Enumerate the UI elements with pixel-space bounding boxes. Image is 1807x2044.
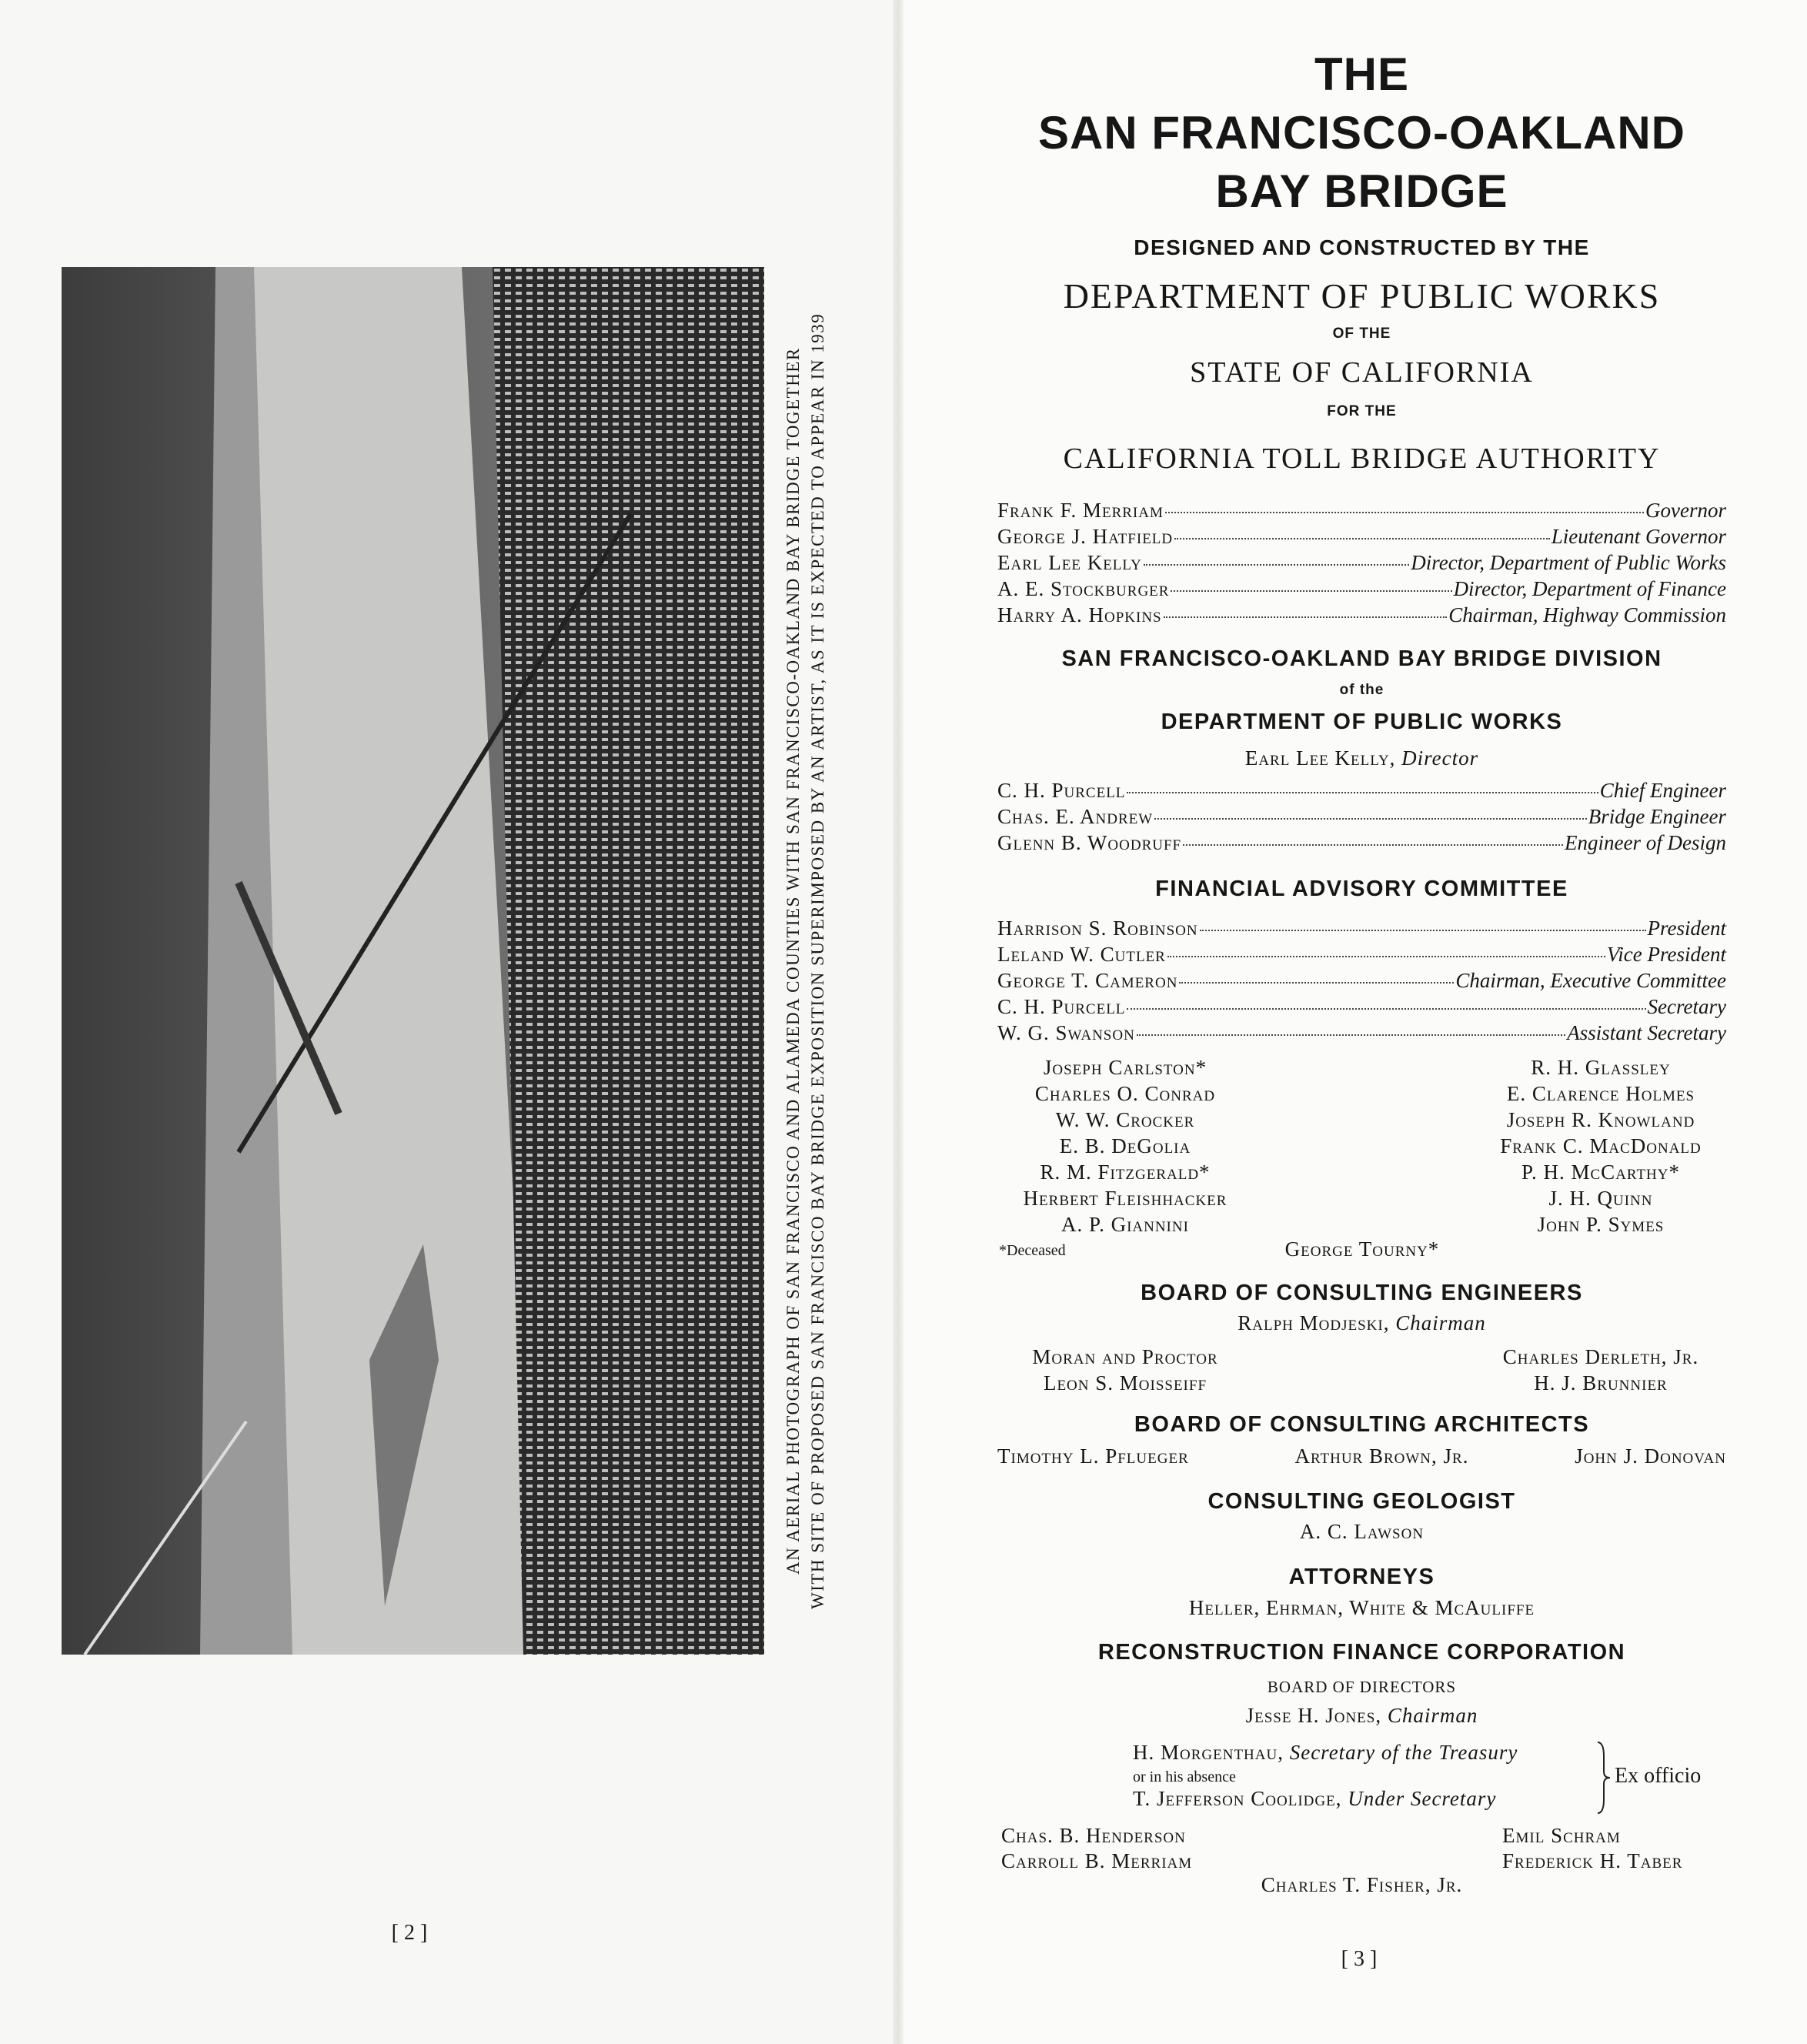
architect-name: Timothy L. Pflueger bbox=[997, 1444, 1189, 1468]
member-name: E. B. DeGolia bbox=[1059, 1134, 1191, 1157]
financial-officer bbox=[997, 995, 1726, 1019]
member-name: Glenn B. Woodruff bbox=[997, 831, 1182, 854]
deceased-note: *Deceased bbox=[999, 1242, 1066, 1259]
member-name: C. H. Purcell bbox=[997, 995, 1126, 1018]
division-member bbox=[997, 831, 1726, 855]
engineers-right bbox=[1370, 1344, 1807, 1396]
member-role: Assistant Secretary bbox=[1567, 1021, 1726, 1044]
member-name: Frank F. Merriam bbox=[997, 499, 1164, 522]
department-heading: DEPARTMENT OF PUBLIC WORKS bbox=[1063, 276, 1661, 316]
leader-dots bbox=[1183, 844, 1563, 846]
attorneys-heading: ATTORNEYS bbox=[1288, 1565, 1435, 1589]
page-number-left: [ 2 ] bbox=[391, 1921, 428, 1945]
title-line-1: THE bbox=[1314, 48, 1409, 100]
chairman-name: Ralph Modjeski, bbox=[1238, 1311, 1390, 1334]
member-name: John P. Symes bbox=[1537, 1213, 1665, 1236]
member-name: George J. Hatfield bbox=[997, 525, 1174, 548]
director-name: Earl Lee Kelly, bbox=[1244, 746, 1396, 770]
authority-member bbox=[997, 551, 1726, 575]
member-role: Bridge Engineer bbox=[1588, 805, 1726, 828]
engineers-chairman bbox=[997, 1311, 1726, 1335]
ex-officio-label: Ex officio bbox=[1615, 1764, 1702, 1788]
photo-caption bbox=[781, 267, 830, 1655]
member-name: R. M. Fitzgerald* bbox=[1040, 1161, 1211, 1184]
rfc-chairman bbox=[997, 1704, 1726, 1728]
aerial-photograph-image bbox=[62, 267, 764, 1655]
architect-name: John J. Donovan bbox=[1575, 1444, 1726, 1468]
authority-member bbox=[997, 499, 1726, 523]
division-of-the: of the bbox=[1339, 682, 1384, 698]
member-name: A. P. Giannini bbox=[1061, 1213, 1189, 1236]
page-number-right: [ 3 ] bbox=[1341, 1947, 1378, 1971]
attorneys-name: Heller, Ehrman, White & McAuliffe bbox=[1188, 1596, 1535, 1619]
division-member bbox=[997, 805, 1726, 829]
engineers-left bbox=[894, 1344, 1356, 1396]
leader-dots bbox=[1127, 1008, 1645, 1010]
leader-dots bbox=[1164, 616, 1448, 618]
member-role: Governor bbox=[1645, 499, 1726, 522]
caption-line-2: WITH SITE OF PROPOSED SAN FRANCISCO BAY BRIDGE EXPOSITION SUPERIMPOSED BY AN ARTIST, AS IT IS EXPECTED TO APPEAR IN 1939 bbox=[808, 312, 827, 1609]
aerial-photograph bbox=[62, 267, 764, 1655]
of-the: OF THE bbox=[1332, 326, 1391, 342]
member-name: Carroll B. Merriam bbox=[1001, 1849, 1193, 1872]
architects-list bbox=[997, 1444, 1726, 1468]
member-name: W. W. Crocker bbox=[1055, 1108, 1195, 1131]
designed-by: DESIGNED AND CONSTRUCTED BY THE bbox=[1134, 235, 1590, 259]
financial-heading: FINANCIAL ADVISORY COMMITTEE bbox=[1155, 877, 1568, 901]
for-the: FOR THE bbox=[1327, 403, 1397, 419]
member-role: Chairman, Highway Commission bbox=[1448, 603, 1726, 626]
member-name: Moran and Proctor bbox=[1032, 1345, 1218, 1368]
financial-members-right bbox=[1370, 1054, 1807, 1237]
member-name: Frank C. MacDonald bbox=[1500, 1134, 1702, 1157]
financial-officer bbox=[997, 969, 1726, 993]
authority-member bbox=[997, 603, 1726, 627]
member-name: Earl Lee Kelly bbox=[997, 551, 1142, 574]
financial-members-left bbox=[894, 1054, 1356, 1237]
chairman-name: Jesse H. Jones, bbox=[1245, 1704, 1382, 1727]
member-name: H. Morgenthau, bbox=[1133, 1741, 1284, 1764]
division-director bbox=[997, 746, 1726, 770]
leader-dots bbox=[1127, 792, 1598, 793]
left-page bbox=[0, 0, 897, 2044]
member-name: Harrison S. Robinson bbox=[997, 917, 1198, 940]
rfc-board-label: BOARD OF DIRECTORS bbox=[1267, 1678, 1457, 1696]
financial-officer bbox=[997, 943, 1726, 967]
member-name: E. Clarence Holmes bbox=[1506, 1082, 1695, 1105]
rfc-member-center: Charles T. Fisher, Jr. bbox=[1261, 1873, 1463, 1896]
member-name: W. G. Swanson bbox=[997, 1021, 1135, 1044]
member-name: J. H. Quinn bbox=[1548, 1187, 1653, 1210]
member-role: Director, Department of Finance bbox=[1453, 577, 1726, 600]
member-role: Under Secretary bbox=[1348, 1787, 1497, 1810]
director-role: Director bbox=[1401, 746, 1479, 770]
member-role: Secretary bbox=[1647, 995, 1726, 1018]
financial-officer bbox=[997, 917, 1726, 940]
division-member bbox=[997, 779, 1726, 803]
ex-officio-2 bbox=[1133, 1787, 1496, 1811]
division-heading: SAN FRANCISCO-OAKLAND BAY BRIDGE DIVISION bbox=[1061, 646, 1662, 671]
member-name: A. E. Stockburger bbox=[997, 577, 1170, 600]
member-name: Chas. E. Andrew bbox=[997, 805, 1154, 828]
financial-officer bbox=[997, 1021, 1726, 1045]
division-department: DEPARTMENT OF PUBLIC WORKS bbox=[1161, 710, 1563, 734]
leader-dots bbox=[1167, 956, 1605, 957]
caption-line-1: AN AERIAL PHOTOGRAPH OF SAN FRANCISCO AND ALAMEDA COUNTIES WITH SAN FRANCISCO-OAKLAND BAY BRIDGE TOGETHER bbox=[783, 347, 803, 1575]
member-name: Harry A. Hopkins bbox=[997, 603, 1162, 626]
geologist-name: A. C. Lawson bbox=[1299, 1520, 1425, 1543]
member-role: Chief Engineer bbox=[1599, 779, 1726, 802]
architects-heading: BOARD OF CONSULTING ARCHITECTS bbox=[1134, 1412, 1590, 1437]
member-name: T. Jefferson Coolidge, bbox=[1133, 1787, 1342, 1810]
member-role: Vice President bbox=[1606, 943, 1726, 966]
ex-officio-absence: or in his absence bbox=[1133, 1768, 1236, 1785]
chairman-role: Chairman bbox=[1387, 1704, 1478, 1727]
authority-member bbox=[997, 577, 1726, 601]
book-spine bbox=[893, 0, 904, 2044]
member-name: George T. Cameron bbox=[997, 969, 1178, 992]
leader-dots bbox=[1137, 1034, 1565, 1036]
state-heading: STATE OF CALIFORNIA bbox=[1190, 356, 1534, 389]
leader-dots bbox=[1171, 590, 1451, 592]
leader-dots bbox=[1144, 564, 1409, 566]
geologist-heading: CONSULTING GEOLOGIST bbox=[1207, 1489, 1516, 1514]
title-line-3: BAY BRIDGE bbox=[1215, 165, 1508, 217]
member-role: President bbox=[1647, 917, 1726, 940]
leader-dots bbox=[1174, 538, 1550, 539]
ex-officio-1 bbox=[1133, 1741, 1518, 1765]
engineers-heading: BOARD OF CONSULTING ENGINEERS bbox=[1141, 1281, 1583, 1305]
member-name: Emil Schram bbox=[1502, 1824, 1621, 1847]
member-name: R. H. Glassley bbox=[1531, 1056, 1671, 1079]
architect-name: Arthur Brown, Jr. bbox=[1294, 1444, 1469, 1468]
member-name: Frederick H. Taber bbox=[1502, 1849, 1683, 1872]
member-name: Charles Derleth, Jr. bbox=[1502, 1345, 1699, 1368]
financial-member-center: George Tourny* bbox=[1284, 1237, 1440, 1261]
member-name: Leland W. Cutler bbox=[997, 943, 1166, 966]
member-name: Charles O. Conrad bbox=[1034, 1082, 1216, 1105]
member-role: Chairman, Executive Committee bbox=[1455, 969, 1726, 992]
member-name: C. H. Purcell bbox=[997, 779, 1126, 802]
leader-dots bbox=[1154, 818, 1587, 820]
leader-dots bbox=[1165, 512, 1644, 513]
leader-dots bbox=[1179, 982, 1454, 984]
member-name: Leon S. Moisseiff bbox=[1043, 1371, 1207, 1394]
member-name: Herbert Fleishhacker bbox=[1023, 1187, 1227, 1210]
rfc-members-left bbox=[1001, 1823, 1192, 1874]
brace-icon bbox=[1595, 1741, 1613, 1815]
member-role: Secretary of the Treasury bbox=[1289, 1741, 1518, 1764]
member-role: Lieutenant Governor bbox=[1551, 525, 1726, 548]
rfc-members-right bbox=[1502, 1823, 1682, 1874]
authority-heading: CALIFORNIA TOLL BRIDGE AUTHORITY bbox=[1063, 443, 1661, 475]
member-role: Engineer of Design bbox=[1565, 831, 1726, 854]
member-name: P. H. McCarthy* bbox=[1521, 1161, 1680, 1184]
member-name: Joseph Carlston* bbox=[1043, 1056, 1207, 1079]
member-role: Director, Department of Public Works bbox=[1411, 551, 1726, 574]
rfc-heading: RECONSTRUCTION FINANCE CORPORATION bbox=[1097, 1640, 1626, 1665]
chairman-role: Chairman bbox=[1395, 1311, 1486, 1334]
member-name: H. J. Brunnier bbox=[1534, 1371, 1668, 1394]
member-name: Joseph R. Knowland bbox=[1506, 1108, 1695, 1131]
authority-member bbox=[997, 525, 1726, 549]
member-name: Chas. B. Henderson bbox=[1001, 1824, 1186, 1847]
leader-dots bbox=[1200, 930, 1646, 931]
title-line-2: SAN FRANCISCO-OAKLAND bbox=[1038, 107, 1685, 159]
